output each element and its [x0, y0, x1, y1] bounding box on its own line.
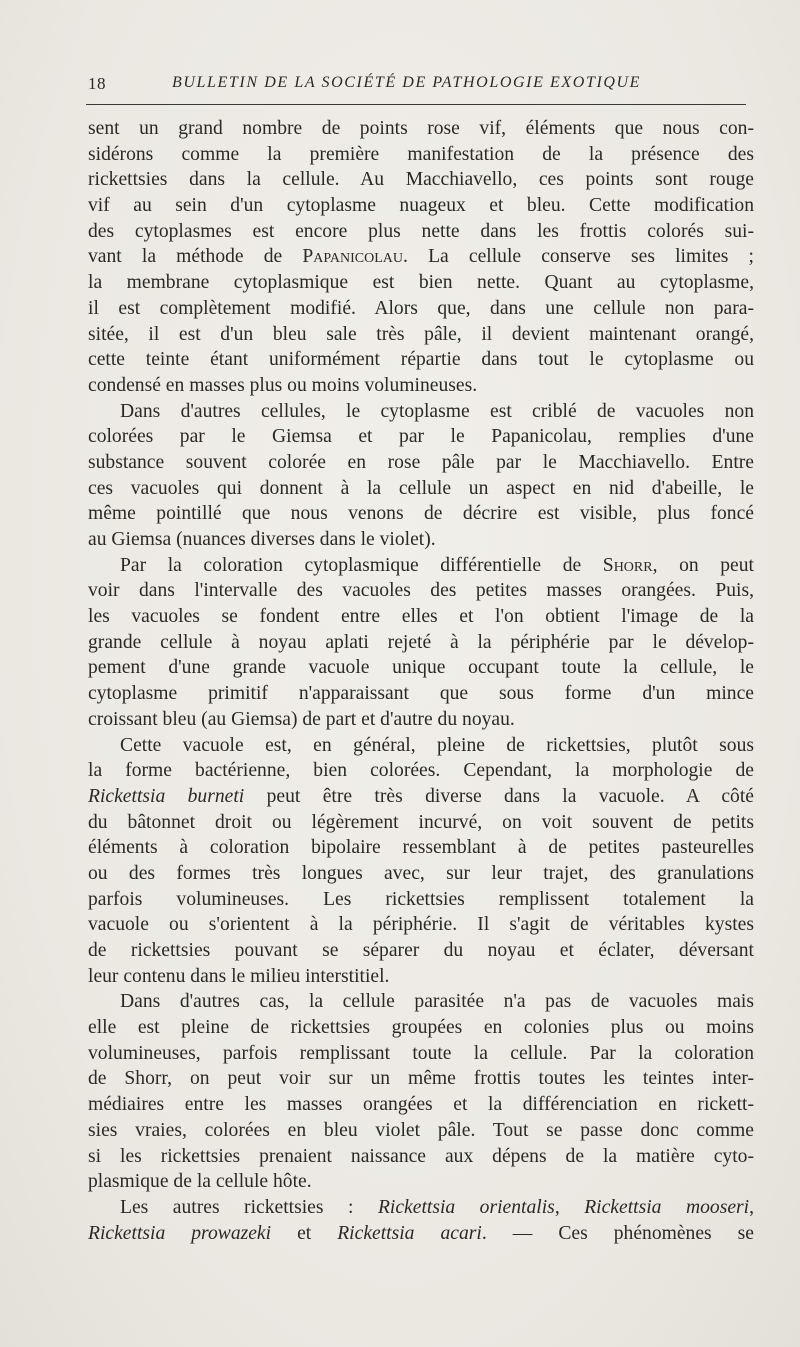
text-line [88, 244, 754, 270]
text-line: rickettsies dans la cellule. Au Macchiavello, ces points sont rouge [88, 169, 754, 191]
text-line: vacuole ou s'orientent à la périphérie. Il s'agit de véritables kystes [88, 914, 754, 936]
text-line: médiaires entre les masses orangées et la différenciation en rickett- [88, 1094, 754, 1116]
text-line: croissant bleu (au Giemsa) de part et d'autre du noyau. [88, 708, 515, 730]
text-line: éléments à coloration bipolaire ressemblant à de petites pasteurelles [88, 837, 754, 859]
text-line: sitée, il est d'un bleu sale très pâle, il devient maintenant orangé, [88, 323, 754, 345]
text-line: sies vraies, colorées en bleu violet pâle. Tout se passe donc comme [88, 1119, 754, 1141]
text-line: les vacuoles se fondent entre elles et l'on obtient l'image de la [88, 606, 754, 628]
paragraph-start-line [88, 553, 754, 579]
species-name: Rickettsia burneti [88, 785, 245, 807]
text-line: il est complètement modifié. Alors que, dans une cellule non para- [88, 297, 754, 319]
text-line: elle est pleine de rickettsies groupées en colonies plus ou moins [88, 1017, 754, 1039]
text-line: sidérons comme la première manifestation de la présence des [88, 143, 754, 165]
text-line: ces vacuoles qui donnent à la cellule un aspect en nid d'abeille, le [88, 477, 754, 499]
text-line: la membrane cytoplasmique est bien nette. Quant au cytoplasme, [88, 272, 754, 294]
text-segment: et [271, 1222, 338, 1244]
paragraph-start-line [88, 1195, 754, 1221]
text-line: pement d'une grande vacuole unique occupant toute la cellule, le [88, 657, 754, 679]
text-line: de rickettsies pouvant se séparer du noyau et éclater, déversant [88, 940, 754, 961]
paragraph-start-line: Cette vacuole est, en général, pleine de rickettsies, plutôt sous [120, 734, 754, 756]
text-line: condensé en masses plus ou moins volumineuses. [88, 374, 478, 396]
text-segment: , on peut [652, 554, 754, 576]
paragraph-start-line: Dans d'autres cas, la cellule parasitée n'a pas de vacuoles mais [120, 991, 754, 1013]
species-name: Rickettsia prowazeki [88, 1222, 272, 1244]
author-name-papanicolau: Papanicolau [302, 246, 404, 268]
text-line: du bâtonnet droit ou légèrement incurvé, on voit souvent de petits [88, 811, 754, 833]
text-line: la forme bactérienne, bien colorées. Cependant, la morphologie de [88, 760, 754, 782]
text-segment: , [554, 1196, 585, 1218]
running-head [88, 74, 756, 100]
page-number: 18 [88, 74, 106, 93]
article-body [88, 116, 754, 1246]
text-line: substance souvent colorée en rose pâle par le Macchiavello. Entre [88, 451, 754, 473]
text-segment: . La cellule conserve ses limites ; [403, 246, 755, 268]
species-name: Rickettsia orientalis [377, 1196, 555, 1218]
text-line: cytoplasme primitif n'apparaissant que sous forme d'un mince [88, 683, 754, 705]
header-rule [86, 104, 746, 105]
species-name: Rickettsia mooseri [584, 1196, 750, 1218]
text-segment: Les autres rickettsies : [120, 1196, 378, 1218]
journal-title: BULLETIN DE LA SOCIÉTÉ DE PATHOLOGIE EXOTIQUE [172, 74, 642, 91]
text-segment: , [749, 1196, 754, 1218]
paragraph-start-line: Dans d'autres cellules, le cytoplasme est criblé de vacuoles non [120, 400, 754, 422]
text-line: au Giemsa (nuances diverses dans le violet). [88, 529, 436, 550]
text-line: des cytoplasmes est encore plus nette dans les frottis colorés sui- [88, 220, 754, 242]
species-name: Rickettsia acari [337, 1222, 482, 1244]
text-line [88, 1221, 754, 1247]
text-line: cette teinte étant uniformément répartie dans tout le cytoplasme ou [88, 349, 754, 371]
text-line: voir dans l'intervalle des vacuoles des petites masses orangées. Puis, [88, 580, 754, 602]
text-line: volumineuses, parfois remplissant toute la cellule. Par la coloration [88, 1042, 754, 1064]
text-segment: peut être très diverse dans la vacuole. A côté [244, 785, 754, 807]
text-line: ou des formes très longues avec, sur leur trajet, des granulations [88, 862, 754, 884]
text-line: leur contenu dans le milieu interstitiel. [88, 965, 390, 987]
text-line: parfois volumineuses. Les rickettsies remplissent totalement la [88, 888, 754, 910]
text-line: colorées par le Giemsa et par le Papanicolau, remplies d'une [88, 426, 754, 448]
text-line: de Shorr, on peut voir sur un même frottis toutes les teintes inter- [88, 1068, 754, 1090]
text-line: sent un grand nombre de points rose vif, éléments que nous con- [88, 118, 754, 139]
author-name-shorr: Shorr [602, 554, 653, 576]
text-line [88, 784, 754, 810]
text-segment: Par la coloration cytoplasmique différentielle de [120, 554, 603, 576]
text-line: même pointillé que nous venons de décrire est visible, plus foncé [88, 503, 754, 525]
text-line: vif au sein d'un cytoplasme nuageux et bleu. Cette modification [88, 195, 754, 217]
text-line: plasmique de la cellule hôte. [88, 1171, 312, 1193]
text-segment: vant la méthode de [88, 246, 303, 268]
text-segment: . — Ces phénomènes se [481, 1222, 754, 1244]
text-line: si les rickettsies prenaient naissance aux dépens de la matière cyto- [88, 1145, 754, 1167]
text-line: grande cellule à noyau aplati rejeté à la périphérie par le dévelop- [88, 631, 754, 653]
